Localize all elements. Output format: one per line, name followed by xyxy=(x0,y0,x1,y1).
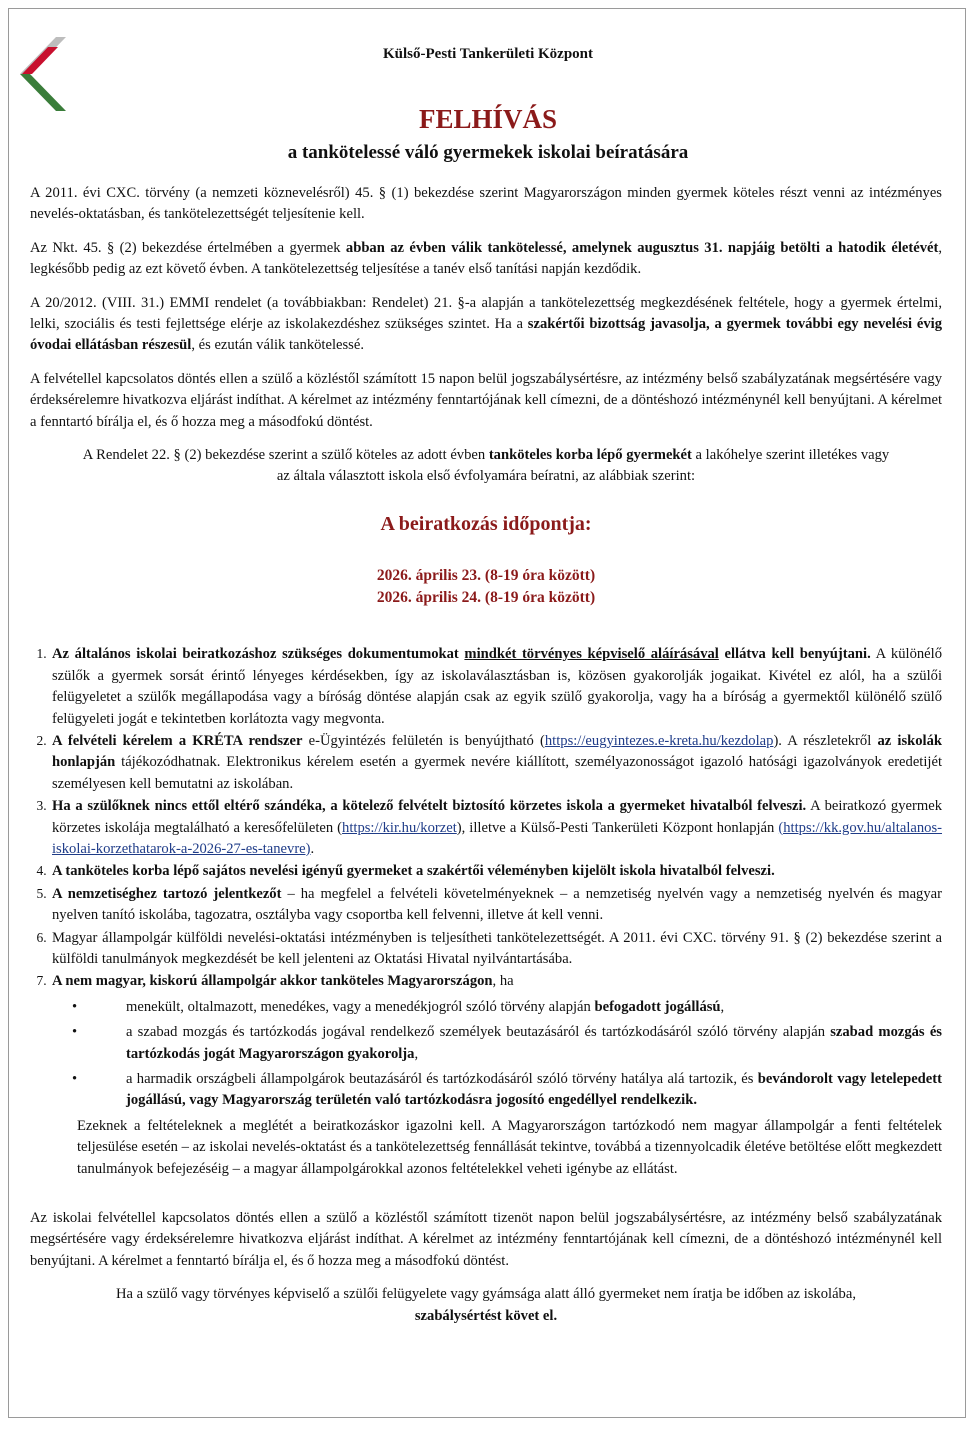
condition-2-text: a szabad mozgás és tartózkodás jogával rendelkező személyek beutazásáról és tartózkodásáról szóló törvény alapján xyxy=(126,1024,831,1041)
paragraph-3-text-end: , és ezután válik tankötelessé. xyxy=(191,337,364,354)
enrollment-dates xyxy=(30,565,942,609)
paragraph-5-bold: tanköteles korba lépő gyermekét xyxy=(488,447,692,464)
condition-2-end: , xyxy=(414,1045,419,1062)
list-item-4 xyxy=(50,860,942,882)
list-item-2-text: e-Ügyintézés felületén is benyújtható ( xyxy=(302,732,545,749)
list-item-5 xyxy=(50,883,942,927)
paragraph-2-bold: abban az évben válik tankötelessé, amelynek augusztus 31. napjáig betölti a hatodik életévét xyxy=(345,239,939,256)
list-item-6-text: Magyar állampolgár külföldi nevelési-oktatási intézményben is teljesítheti tankötelezettségét. A 2011. évi CXC. törvény 91. § (2) bekezdése szerint a külföldi tanulmányok megkezdését be kell jelenteni az Oktatási Hivatal nyilvántartásába. xyxy=(52,929,942,967)
kir-korzet-link[interactable]: https://kir.hu/korzet xyxy=(342,819,457,836)
list-item-4-bold: A tanköteles korba lépő sajátos nevelési igényű gyermeket a szakértői véleményben kijelölt iskola hivatalból felveszi. xyxy=(52,863,775,880)
paragraph-3-text: A 20/2012. (VIII. 31.) EMMI rendelet (a továbbiakban: Rendelet) 21. §-a alapján a tankötelezettség megkezdésének feltétele, hogy a gyermek értelmi, lelki, szociális és testi fejlettsége elérje az iskolakezdéshez szükséges szintet. Ha a xyxy=(30,294,942,333)
list-item-6 xyxy=(50,927,942,971)
paragraph-5 xyxy=(30,445,942,488)
list-item-7 xyxy=(50,970,942,1180)
bullet-icon: • xyxy=(72,1071,78,1087)
kreta-link[interactable]: https://eugyintezes.e-kreta.hu/kezdolap xyxy=(544,732,774,749)
list-item-3-bold: Ha a szülőknek nincs ettől eltérő szándéka, a kötelező felvételt biztosító körzetes iskola a gyermeket hivatalból felveszi. xyxy=(52,798,807,815)
korzethatarok-link[interactable]: (https://kk.gov.hu/altalanos-iskolai-korzethatarok-a-2026-27-es-tanevre) xyxy=(52,819,942,857)
paragraph-3 xyxy=(30,293,942,357)
list-item-3-text: A beiratkozó gyermek körzetes iskolája megtalálható a keresőfelületen ( xyxy=(52,798,942,836)
paragraph-2 xyxy=(30,238,942,281)
list-item-2-text-3: tájékozódhatnak. Elektronikus kérelem esetén a gyermek nevére kiállított, személyazonosságot igazoló hatósági igazolványok eredetijét személyesen kell bemutatni az iskolában. xyxy=(52,754,942,792)
list-item-7-text: , ha xyxy=(492,973,514,990)
page-title: FELHÍVÁS xyxy=(418,104,558,134)
paragraph-1: A 2011. évi CXC. törvény (a nemzeti köznevelésről) 45. § (1) bekezdése szerint Magyarországon minden gyermek köteles részt venni az intézményes nevelés-oktatásban, és tankötelezettségét teljesítenie kell. xyxy=(30,185,942,223)
list-item-1-bold: Az általános iskolai beiratkozáshoz szükséges dokumentumokat xyxy=(52,646,465,663)
list-item-5-bold: A nemzetiséghez tartozó jelentkezőt xyxy=(52,885,282,902)
paragraph-4: A felvétellel kapcsolatos döntés ellen a szülő a közléstől számított 15 napon belül jogszabálysértésre, az intézmény belső szabályzatának megsértésére vagy érdeksérelemre hivatkozva eljárást indíthat. A kérelmet az intézmény fenntartójának kell címezni, de a döntéshozó intézménynél kell benyújtani. A kérelmet a fenntartó bírálja el, és ő hozza meg a másodfokú döntést. xyxy=(30,370,942,430)
organization-name: Külső-Pesti Tankerületi Központ xyxy=(382,46,594,62)
list-item-2-text-2: ). A részletekről xyxy=(773,732,878,749)
bullet-icon: • xyxy=(72,998,78,1015)
condition-item-3 xyxy=(72,1069,942,1112)
paragraph-5-text: A Rendelet 22. § (2) bekezdése szerint a szülő köteles az adott évben xyxy=(82,447,489,464)
list-item-5-text: – ha megfelel a felvételi követelményeknek – a nemzetiség nyelvén vagy a nemzetiség nyelvén és magyar nyelven tanító iskolába, tagozatra, osztályba vagy csoportba kell felvenni, illetve át kell venni. xyxy=(52,885,942,924)
list-item-3-text-2: ), illetve a Külső-Pesti Tankerületi Központ honlapján xyxy=(456,819,779,836)
closing-paragraph-2-bold: szabálysértést követ el. xyxy=(414,1307,558,1324)
paragraph-5-text-end: a lakóhelye szerint illetékes vagy az általa választott iskola első évfolyamára beíratni, az alábbiak szerint: xyxy=(276,447,890,485)
requirements-list xyxy=(30,643,942,1180)
paragraph-2-text-end: , legkésőbb pedig az ezt követő évben. A tankötelezettség teljesítése a tanév első tanítási napján kezdődik. xyxy=(30,239,943,278)
paragraph-3-bold: szakértői bizottság javasolja, a gyermek további egy nevelési évig óvodai ellátásban részesül xyxy=(30,316,942,354)
condition-2-bold: szabad mozgás és tartózkodás jogát Magyarországon gyakorolja xyxy=(126,1024,942,1062)
enrollment-date-2: 2026. április 24. (8-19 óra között) xyxy=(376,589,596,607)
enrollment-heading: A beiratkozás időpontja: xyxy=(380,512,592,535)
list-item-1-bold-end: ellátva kell benyújtani. xyxy=(718,646,871,663)
condition-1-text: menekült, oltalmazott, menedékes, vagy a menedékjogról szóló törvény alapján xyxy=(126,998,595,1015)
condition-1-bold: befogadott jogállású xyxy=(594,998,721,1015)
conditions-proof-paragraph: Ezeknek a feltételeknek a meglétét a beiratkozáskor igazolni kell. A Magyarországon tartózkodó nem magyar állampolgár a fenti feltételek teljesülése esetén – az iskolai nevelés-oktatást és a tankötelezettség fennállását tekintve, továbbá a tizennyolcadik életéve betöltése előtt megkezdett tanulmányok befejezéséig – a magyar állampolgárokkal azonos feltételekkel veheti igénybe az ellátást. xyxy=(77,1117,942,1177)
list-item-2-bold-2: az iskolák honlapján xyxy=(52,732,943,771)
bullet-icon: • xyxy=(72,1024,78,1041)
list-item-2-bold: A felvételi kérelem a KRÉTA rendszer xyxy=(52,732,303,749)
paragraph-2-text: Az Nkt. 45. § (2) bekezdése értelmében a gyermek xyxy=(30,239,346,256)
list-item-1 xyxy=(50,643,942,730)
document-body xyxy=(30,183,942,1339)
closing-paragraph-1: Az iskolai felvétellel kapcsolatos döntés ellen a szülő a közléstől számított tizenöt napon belül jogszabálysértésre, az intézmény belső szabályzatának megsértésére vagy érdeksérelemre hivatkozva eljárást indíthat. A kérelmet az intézmény fenntartójának kell címezni, de a döntéshozó intézménynél kell benyújtani. A kérelmet a fenntartó bírálja el, és ő hozza meg a másodfokú döntést. xyxy=(30,1210,942,1269)
foreign-citizen-conditions xyxy=(52,997,942,1112)
enrollment-date-1: 2026. április 23. (8-19 óra között) xyxy=(376,567,596,585)
list-item-3-text-3: . xyxy=(310,840,315,857)
condition-3-text: a harmadik országbeli állampolgárok beutazásáról és tartózkodásáról szóló törvény hatálya alá tartozik, és xyxy=(126,1071,758,1087)
list-item-3 xyxy=(50,795,942,860)
closing-paragraph-2 xyxy=(30,1284,942,1327)
condition-3-bold: bevándorolt vagy letelepedett jogállású, vagy Magyarország területén való tartózkodásra jogosító engedéllyel rendelkezik. xyxy=(126,1071,942,1109)
condition-item-2 xyxy=(72,1022,942,1065)
list-item-7-bold: A nem magyar, kiskorú állampolgár akkor tanköteles Magyarországon xyxy=(52,973,493,990)
condition-item-1 xyxy=(72,997,942,1018)
page-subtitle: a tankötelessé váló gyermekek iskolai beíratására xyxy=(287,142,689,163)
condition-1-end: , xyxy=(720,998,725,1015)
list-item-1-underlined: mindkét törvényes képviselő aláírásával xyxy=(464,646,719,663)
list-item-1-text: A különélő szülők a gyermek sorsát érintő lényeges kérdésekben, így az iskolaválasztásban is, közösen gyakorolják jogaikat. Kivétel ez alól, ha a szülői felügyeletet a szülők megállapodása vagy a bíróság döntése alapján csak az egyik szülő gyakorolja, vagy ha a bíróság a gyermektől különélő szülő felügyeleti jogát e tekintetben korlátozta vagy megvonta. xyxy=(52,646,943,727)
closing-paragraph-2-text: Ha a szülő vagy törvényes képviselő a szülői felügyelete vagy gyámsága alatt álló gyermeket nem íratja be időben az iskolába, xyxy=(116,1286,856,1303)
list-item-2 xyxy=(50,730,942,795)
